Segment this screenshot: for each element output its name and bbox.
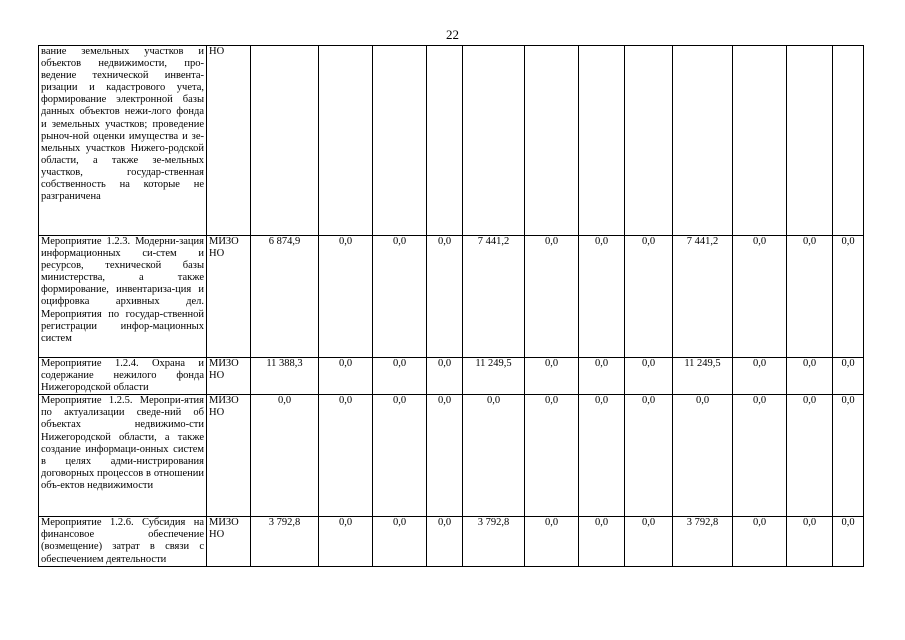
value-cell: 0,0	[787, 517, 833, 566]
value-cell: 0,0	[579, 395, 625, 517]
activity-description: Мероприятие 1.2.5. Меропри-ятия по актуализации сведе-ний об объектах недвижимо-сти Нижегородской области, а также создание информаци-онных систем в целях адми-нистрирования договорных процессов в отношении объ-ектов недвижимости	[39, 395, 207, 517]
value-cell: 11 249,5	[673, 358, 733, 395]
value-cell: 0,0	[833, 517, 864, 566]
value-cell	[427, 46, 463, 236]
value-cell: 0,0	[579, 517, 625, 566]
value-cell: 0,0	[373, 358, 427, 395]
budget-table	[38, 45, 864, 567]
value-cell	[579, 46, 625, 236]
value-cell: 0,0	[463, 395, 525, 517]
responsible-org: НО	[207, 46, 251, 236]
value-cell: 0,0	[319, 395, 373, 517]
value-cell: 0,0	[427, 395, 463, 517]
activity-description: Мероприятие 1.2.3. Модерни-зация информационных си-стем и ресурсов, технической базы министерства, а также формирование, инвентариза-ция и оцифровка архивных дел. Мероприятия по государ-ственной регистрации инфор-мационных систем	[39, 236, 207, 358]
value-cell: 0,0	[733, 236, 787, 358]
value-cell: 0,0	[625, 517, 673, 566]
value-cell: 6 874,9	[251, 236, 319, 358]
value-cell	[733, 46, 787, 236]
value-cell: 0,0	[579, 236, 625, 358]
value-cell: 0,0	[427, 517, 463, 566]
activity-description: Мероприятие 1.2.4. Охрана и содержание нежилого фонда Нижегородской области	[39, 358, 207, 395]
responsible-org: МИЗО НО	[207, 517, 251, 566]
value-cell: 3 792,8	[463, 517, 525, 566]
value-cell: 3 792,8	[673, 517, 733, 566]
value-cell	[833, 46, 864, 236]
value-cell: 0,0	[373, 236, 427, 358]
responsible-org: МИЗО НО	[207, 395, 251, 517]
value-cell	[319, 46, 373, 236]
value-cell	[625, 46, 673, 236]
value-cell: 0,0	[319, 517, 373, 566]
page-number: 22	[446, 27, 459, 42]
value-cell: 0,0	[525, 395, 579, 517]
table-row	[39, 358, 864, 395]
table-row	[39, 46, 864, 236]
value-cell: 0,0	[733, 395, 787, 517]
value-cell	[787, 46, 833, 236]
table-row	[39, 236, 864, 358]
value-cell: 0,0	[833, 395, 864, 517]
value-cell: 0,0	[319, 358, 373, 395]
responsible-org: МИЗО НО	[207, 358, 251, 395]
value-cell: 0,0	[787, 358, 833, 395]
value-cell	[251, 46, 319, 236]
value-cell: 0,0	[733, 358, 787, 395]
table-row	[39, 517, 864, 566]
value-cell: 0,0	[319, 236, 373, 358]
activity-description: вание земельных участков и объектов недвижимости, про-ведение технической инвента-ризации и кадастрового учета, формирование электронной базы данных объектов нежи-лого фонда и земельных участков; проведение рыноч-ной оценки имущества и зе-мельных участков Нижего-родской области, а также зе-мельных участков, государ-ственная собственность на которые не разграничена	[39, 46, 207, 236]
value-cell: 11 249,5	[463, 358, 525, 395]
value-cell	[525, 46, 579, 236]
responsible-org: МИЗО НО	[207, 236, 251, 358]
value-cell: 3 792,8	[251, 517, 319, 566]
value-cell: 0,0	[373, 517, 427, 566]
value-cell: 0,0	[625, 236, 673, 358]
value-cell: 0,0	[525, 358, 579, 395]
value-cell: 0,0	[373, 395, 427, 517]
value-cell: 7 441,2	[673, 236, 733, 358]
value-cell: 0,0	[625, 358, 673, 395]
value-cell: 0,0	[787, 236, 833, 358]
value-cell: 0,0	[579, 358, 625, 395]
value-cell	[463, 46, 525, 236]
activity-description: Мероприятие 1.2.6. Субсидия на финансовое обеспечение (возмещение) затрат в связи с обеспечением деятельности	[39, 517, 207, 566]
value-cell: 0,0	[673, 395, 733, 517]
table-row	[39, 395, 864, 517]
value-cell	[373, 46, 427, 236]
value-cell: 0,0	[427, 236, 463, 358]
value-cell: 7 441,2	[463, 236, 525, 358]
value-cell: 0,0	[525, 517, 579, 566]
value-cell: 0,0	[787, 395, 833, 517]
value-cell: 0,0	[833, 358, 864, 395]
table-body	[39, 46, 864, 567]
value-cell: 0,0	[427, 358, 463, 395]
value-cell: 0,0	[251, 395, 319, 517]
value-cell: 0,0	[525, 236, 579, 358]
value-cell: 0,0	[733, 517, 787, 566]
value-cell: 0,0	[833, 236, 864, 358]
value-cell: 0,0	[625, 395, 673, 517]
value-cell	[673, 46, 733, 236]
value-cell: 11 388,3	[251, 358, 319, 395]
